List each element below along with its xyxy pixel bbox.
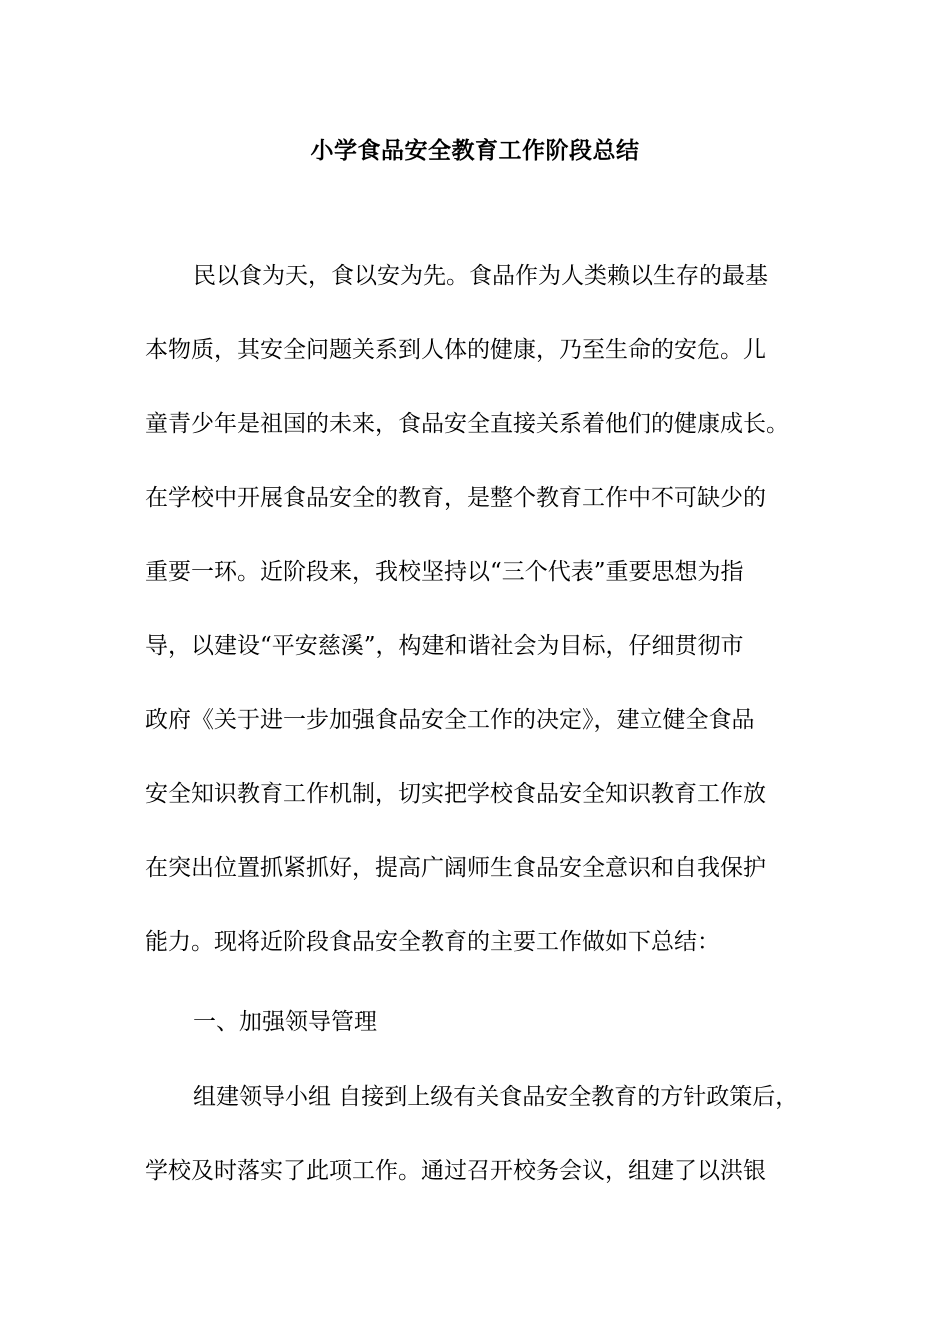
paragraph-line: 童青少年是祖国的未来，食品安全直接关系着他们的健康成长。 — [145, 411, 789, 437]
paragraph-line: 安全知识教育工作机制，切实把学校食品安全知识教育工作放 — [145, 781, 766, 807]
paragraph-line: 重要一环。近阶段来，我校坚持以“三个代表”重要思想为指 — [145, 559, 744, 585]
paragraph-line: 在突出位置抓紧抓好，提高广阔师生食品安全意识和自我保护 — [145, 855, 766, 881]
paragraph-line: 民以食为天，食以安为先。食品作为人类赖以生存的最基 — [193, 263, 768, 289]
paragraph-line: 在学校中开展食品安全的教育，是整个教育工作中不可缺少的 — [145, 485, 766, 511]
document-title: 小学食品安全教育工作阶段总结 — [310, 137, 640, 164]
paragraph-line: 组建领导小组 自接到上级有关食品安全教育的方针政策后， — [193, 1084, 799, 1110]
paragraph-line: 导，以建设“平安慈溪”，构建和谐社会为目标，仔细贯彻市 — [145, 633, 744, 659]
paragraph-line: 本物质，其安全问题关系到人体的健康，乃至生命的安危。儿 — [145, 337, 766, 363]
paragraph-line: 能力。现将近阶段食品安全教育的主要工作做如下总结： — [145, 929, 720, 955]
paragraph-line: 学校及时落实了此项工作。通过召开校务会议，组建了以洪银 — [145, 1158, 766, 1184]
paragraph-line: 政府《关于进一步加强食品安全工作的决定》，建立健全食品 — [145, 707, 755, 733]
section-heading: 一、加强领导管理 — [193, 1009, 377, 1035]
